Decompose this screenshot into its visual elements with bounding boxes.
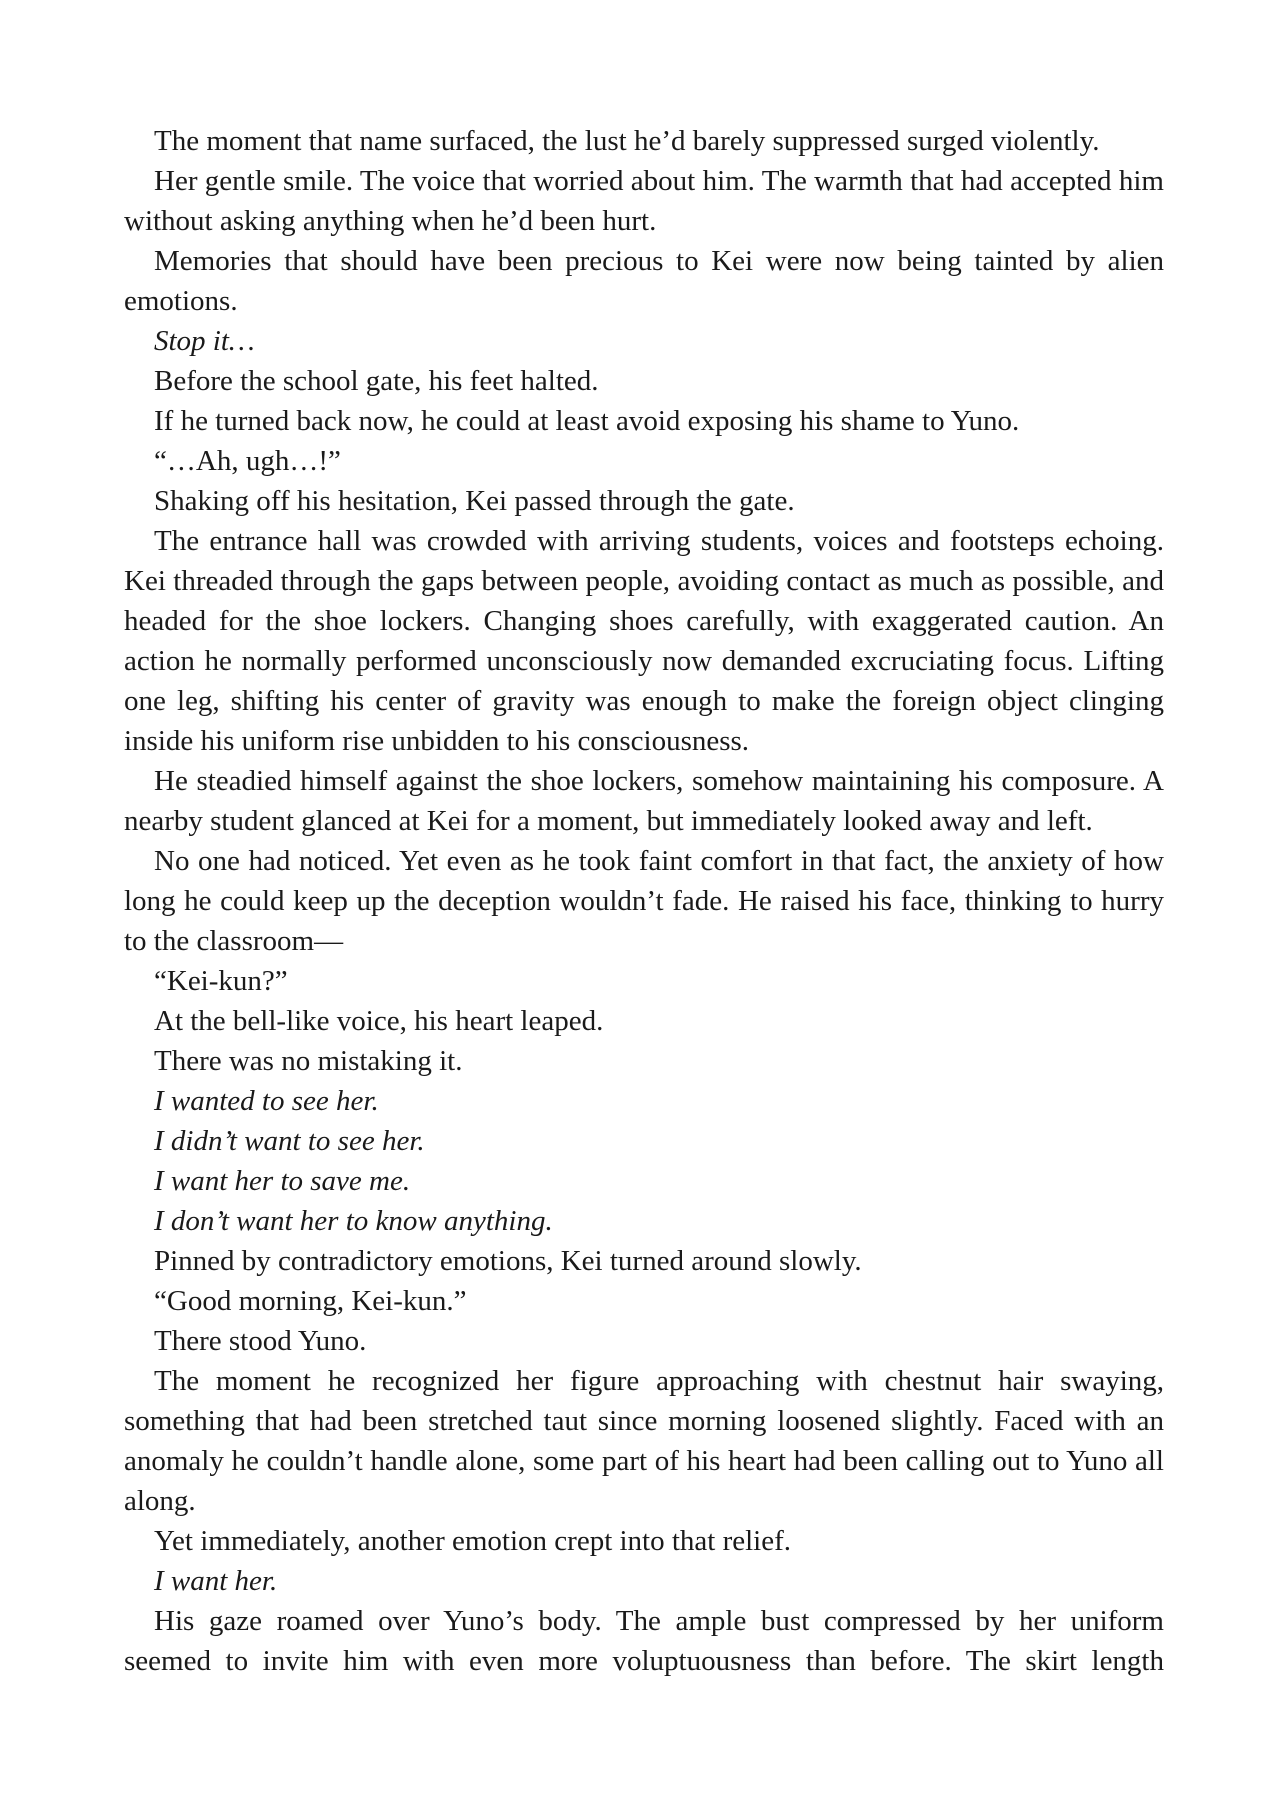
paragraph-dialogue: “…Ah, ugh…!” — [154, 445, 341, 477]
paragraph-italic: I didn’t want to see her. — [154, 1125, 425, 1157]
paragraph: Memories that should have been precious to Kei were now being tainted by alien emotions. — [124, 245, 1164, 317]
paragraph: There stood Yuno. — [154, 1325, 367, 1357]
paragraph-italic: Stop it… — [154, 325, 255, 357]
paragraph: Pinned by contradictory emotions, Kei turned around slowly. — [154, 1245, 862, 1277]
paragraph: No one had noticed. Yet even as he took faint comfort in that fact, the anxiety of how long he could keep up the deception wouldn’t fade. He raised his face, thinking to hurry to the classroom— — [124, 845, 1164, 957]
paragraph-dialogue: “Good morning, Kei-kun.” — [154, 1285, 467, 1317]
paragraph: He steadied himself against the shoe lockers, somehow maintaining his composure. A nearby student glanced at Kei for a moment, but immediately looked away and left. — [124, 765, 1164, 837]
paragraph: Shaking off his hesitation, Kei passed through the gate. — [154, 485, 795, 517]
paragraph-italic: I want her. — [154, 1565, 278, 1597]
paragraph: At the bell-like voice, his heart leaped. — [154, 1005, 604, 1037]
paragraph: The moment that name surfaced, the lust he’d barely suppressed surged violently. — [154, 125, 1100, 157]
paragraph-italic: I don’t want her to know anything. — [154, 1205, 553, 1237]
paragraph: There was no mistaking it. — [154, 1045, 463, 1077]
paragraph-dialogue: “Kei-kun?” — [154, 965, 288, 997]
paragraph-italic: I wanted to see her. — [154, 1085, 379, 1117]
paragraph: Her gentle smile. The voice that worried about him. The warmth that had accepted him without asking anything when he’d been hurt. — [124, 165, 1164, 237]
paragraph-continued: His gaze roamed over Yuno’s body. The ample bust compressed by her uniform seemed to invite him with even more voluptuousness than before. The skirt length — [124, 1605, 1164, 1677]
paragraph: If he turned back now, he could at least avoid exposing his shame to Yuno. — [154, 405, 1020, 437]
paragraph-italic: I want her to save me. — [154, 1165, 411, 1197]
paragraph: Yet immediately, another emotion crept into that relief. — [154, 1525, 792, 1557]
document-page — [124, 121, 1164, 1681]
paragraph: The entrance hall was crowded with arriving students, voices and footsteps echoing. Kei threaded through the gaps between people, avoiding contact as much as possible, and headed for the shoe lockers. Changing shoes carefully, with exaggerated caution. An action he normally performed unconsciously now demanded excruciating focus. Lifting one leg, shifting his center of gravity was enough to make the foreign object clinging inside his uniform rise unbidden to his consciousness. — [124, 525, 1164, 757]
paragraph: The moment he recognized her figure approaching with chestnut hair swaying, something that had been stretched taut since morning loosened slightly. Faced with an anomaly he couldn’t handle alone, some part of his heart had been calling out to Yuno all along. — [124, 1365, 1164, 1517]
paragraph: Before the school gate, his feet halted. — [154, 365, 599, 397]
